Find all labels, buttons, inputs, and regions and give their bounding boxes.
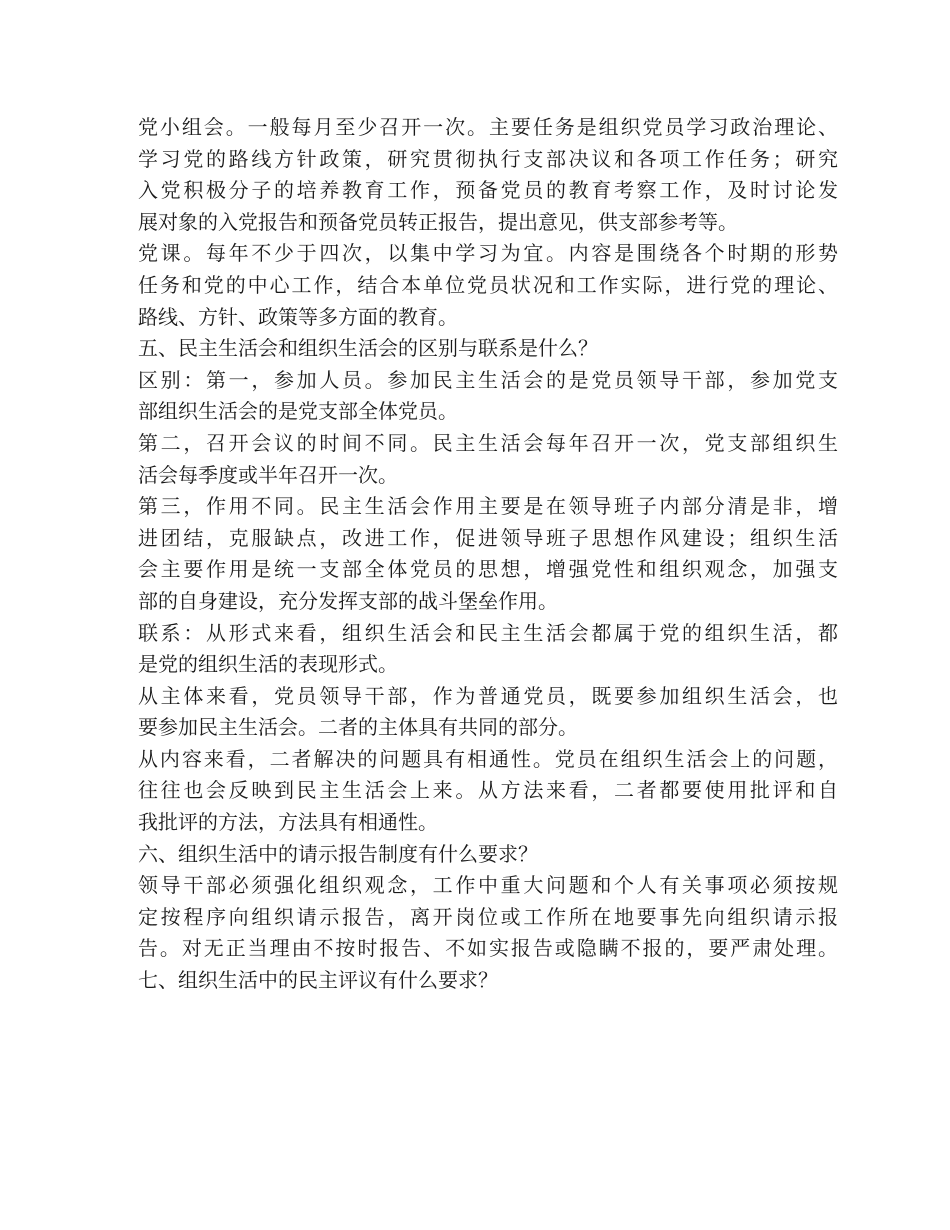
paragraph-line: 从内容来看，二者解决的问题具有相通性。党员在组织生活会上的问题， — [138, 746, 838, 771]
paragraph-line: 第二，召开会议的时间不同。民主生活会每年召开一次，党支部组织生 — [138, 430, 838, 455]
paragraph-line: 路线、方针、政策等多方面的教育。 — [138, 304, 458, 329]
paragraph-line: 要参加民主生活会。二者的主体具有共同的部分。 — [138, 715, 578, 740]
paragraph-line: 部的自身建设，充分发挥支部的战斗堡垒作用。 — [138, 588, 558, 613]
paragraph-line: 第三，作用不同。民主生活会作用主要是在领导班子内部分清是非，增 — [138, 494, 838, 519]
paragraph-line: 区别：第一，参加人员。参加民主生活会的是党员领导干部，参加党支 — [138, 367, 838, 392]
paragraph-line: 入党积极分子的培养教育工作，预备党员的教育考察工作，及时讨论发 — [138, 178, 838, 203]
paragraph-line: 任务和党的中心工作，结合本单位党员状况和工作实际，进行党的理论、 — [138, 272, 838, 297]
paragraph-line: 我批评的方法，方法具有相通性。 — [138, 810, 438, 835]
section-heading: 六、组织生活中的请示报告制度有什么要求？ — [138, 841, 538, 866]
paragraph-line: 展对象的入党报告和预备党员转正报告，提出意见，供支部参考等。 — [138, 209, 738, 234]
paragraph-line: 从主体来看，党员领导干部，作为普通党员，既要参加组织生活会，也 — [138, 683, 838, 708]
paragraph-line: 是党的组织生活的表现形式。 — [138, 652, 398, 677]
paragraph-line: 部组织生活会的是党支部全体党员。 — [138, 399, 458, 424]
paragraph-line: 进团结，克服缺点，改进工作，促进领导班子思想作风建设；组织生活 — [138, 525, 838, 550]
paragraph-line: 党小组会。一般每月至少召开一次。主要任务是组织党员学习政治理论、 — [138, 115, 838, 139]
section-heading: 五、民主生活会和组织生活会的区别与联系是什么？ — [138, 336, 598, 361]
paragraph-line: 往往也会反映到民主生活会上来。从方法来看，二者都要使用批评和自 — [138, 778, 838, 803]
paragraph-line: 会主要作用是统一支部全体党员的思想，增强党性和组织观念，加强支 — [138, 557, 838, 582]
paragraph-line: 告。对无正当理由不按时报告、不如实报告或隐瞒不报的，要严肃处理。 — [138, 936, 838, 961]
paragraph-line: 领导干部必须强化组织观念，工作中重大问题和个人有关事项必须按规 — [138, 873, 838, 898]
paragraph-line: 活会每季度或半年召开一次。 — [138, 462, 398, 487]
paragraph-line: 党课。每年不少于四次，以集中学习为宜。内容是围绕各个时期的形势 — [138, 241, 838, 266]
paragraph-line: 联系：从形式来看，组织生活会和民主生活会都属于党的组织生活，都 — [138, 620, 838, 645]
paragraph-line: 学习党的路线方针政策，研究贯彻执行支部决议和各项工作任务；研究 — [138, 146, 838, 171]
document-body — [138, 112, 838, 997]
section-heading: 七、组织生活中的民主评议有什么要求？ — [138, 968, 498, 993]
paragraph-line: 定按程序向组织请示报告，离开岗位或工作所在地要事先向组织请示报 — [138, 904, 838, 929]
